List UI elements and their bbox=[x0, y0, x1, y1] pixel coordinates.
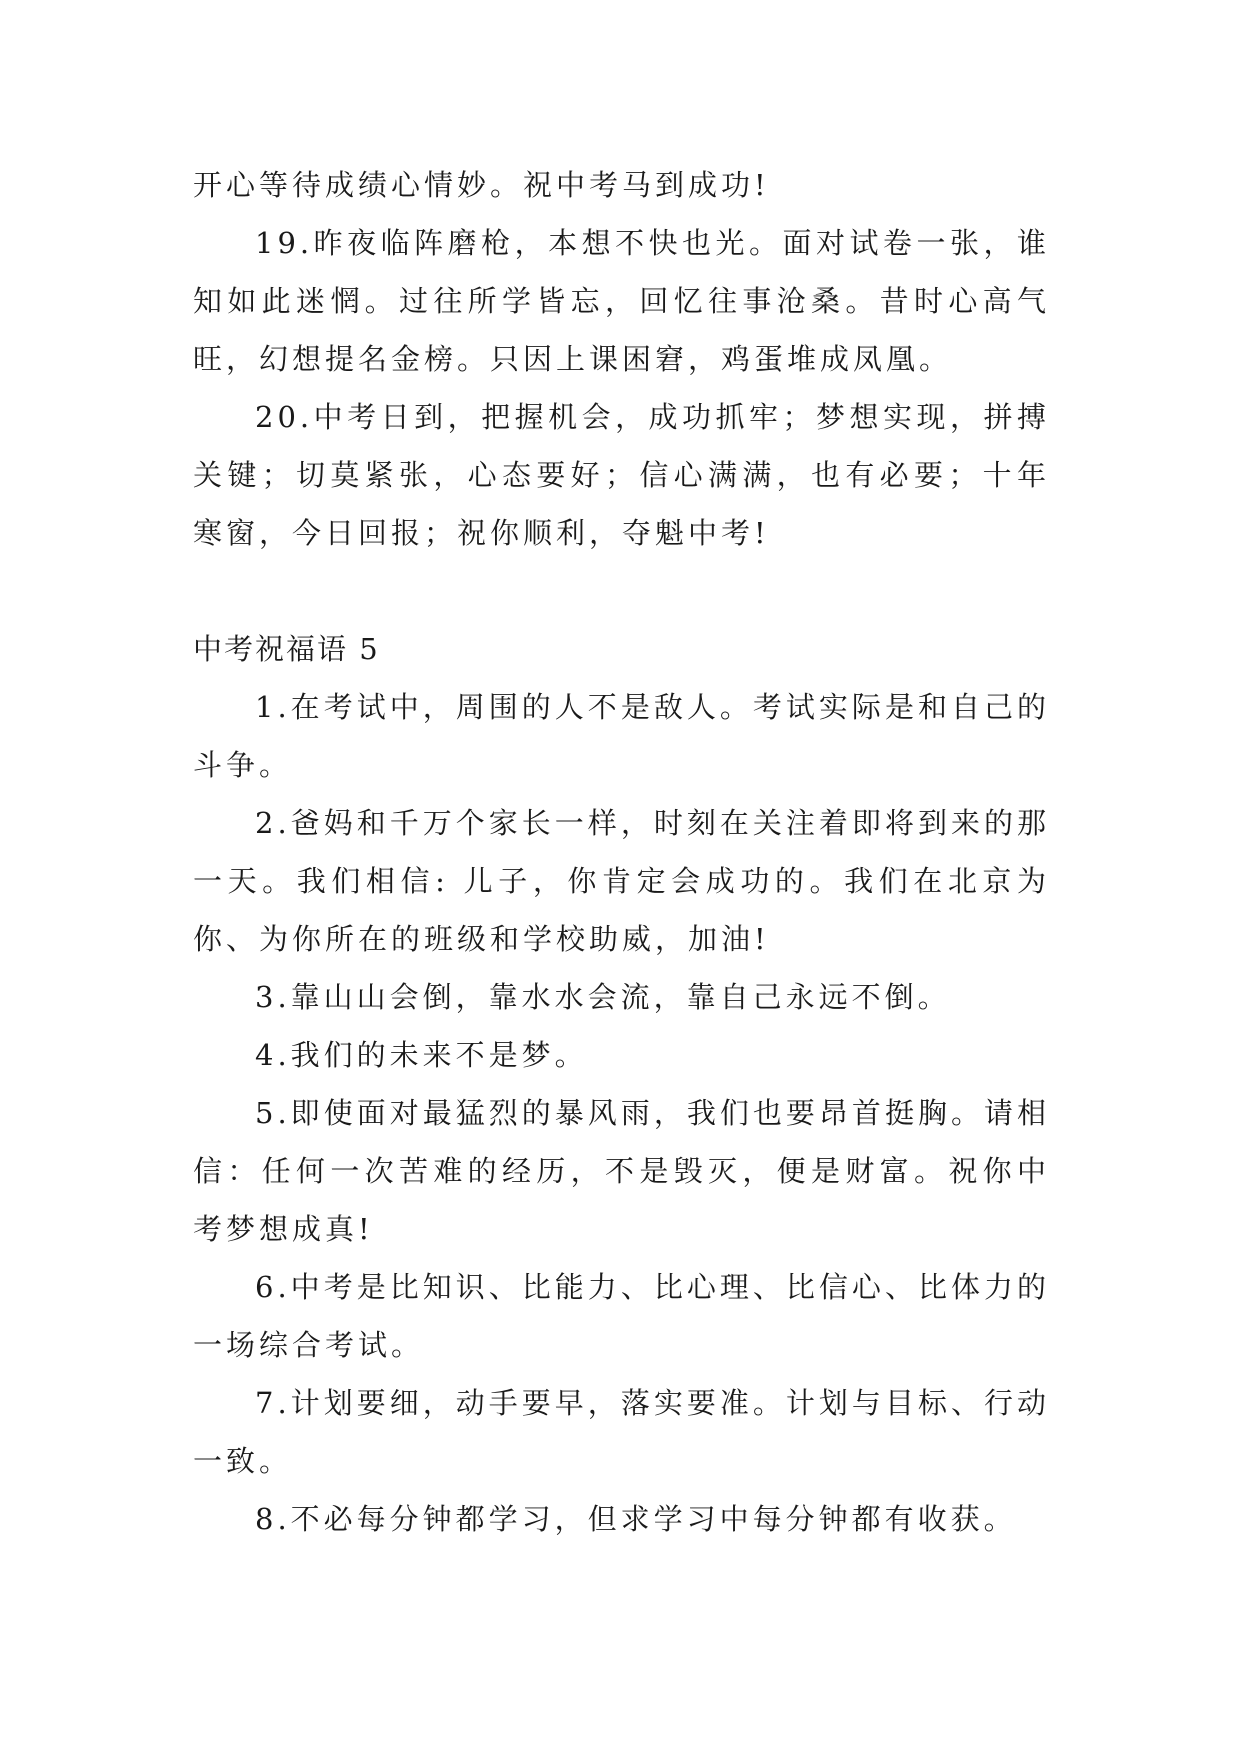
section-title: 中考祝福语 5 bbox=[193, 632, 380, 666]
list-item: 3.靠山山会倒，靠水水会流，靠自己永远不倒。 bbox=[255, 980, 951, 1014]
list-item: 2.爸妈和千万个家长一样，时刻在关注着即将到来的那一天。我们相信: 儿子，你肯定会成功的。我们在北京为你、为你所在的班级和学校助威，加油! bbox=[193, 806, 1050, 956]
list-item: 6.中考是比知识、比能力、比心理、比信心、比体力的一场综合考试。 bbox=[193, 1270, 1050, 1362]
list-item: 19.昨夜临阵磨枪，本想不快也光。面对试卷一张，谁知如此迷惘。过往所学皆忘，回忆往事沧桑。昔时心高气旺，幻想提名金榜。只因上课困窘，鸡蛋堆成凤凰。 bbox=[193, 226, 1050, 376]
list-item: 8.不必每分钟都学习，但求学习中每分钟都有收获。 bbox=[255, 1502, 1017, 1536]
list-item: 4.我们的未来不是梦。 bbox=[255, 1038, 588, 1072]
list-item: 5.即使面对最猛烈的暴风雨，我们也要昂首挺胸。请相信：任何一次苦难的经历，不是毁灭，便是财富。祝你中考梦想成真! bbox=[193, 1096, 1050, 1246]
list-item: 1.在考试中，周围的人不是敌人。考试实际是和自己的斗争。 bbox=[193, 690, 1050, 782]
list-item: 20.中考日到，把握机会，成功抓牢；梦想实现，拼搏关键；切莫紧张，心态要好；信心满满，也有必要；十年寒窗，今日回报；祝你顺利，夺魁中考! bbox=[193, 400, 1050, 550]
list-item: 7.计划要细，动手要早，落实要准。计划与目标、行动一致。 bbox=[193, 1386, 1050, 1478]
continuation-paragraph: 开心等待成绩心情妙。祝中考马到成功! bbox=[193, 168, 770, 202]
document-body bbox=[193, 156, 1050, 1548]
